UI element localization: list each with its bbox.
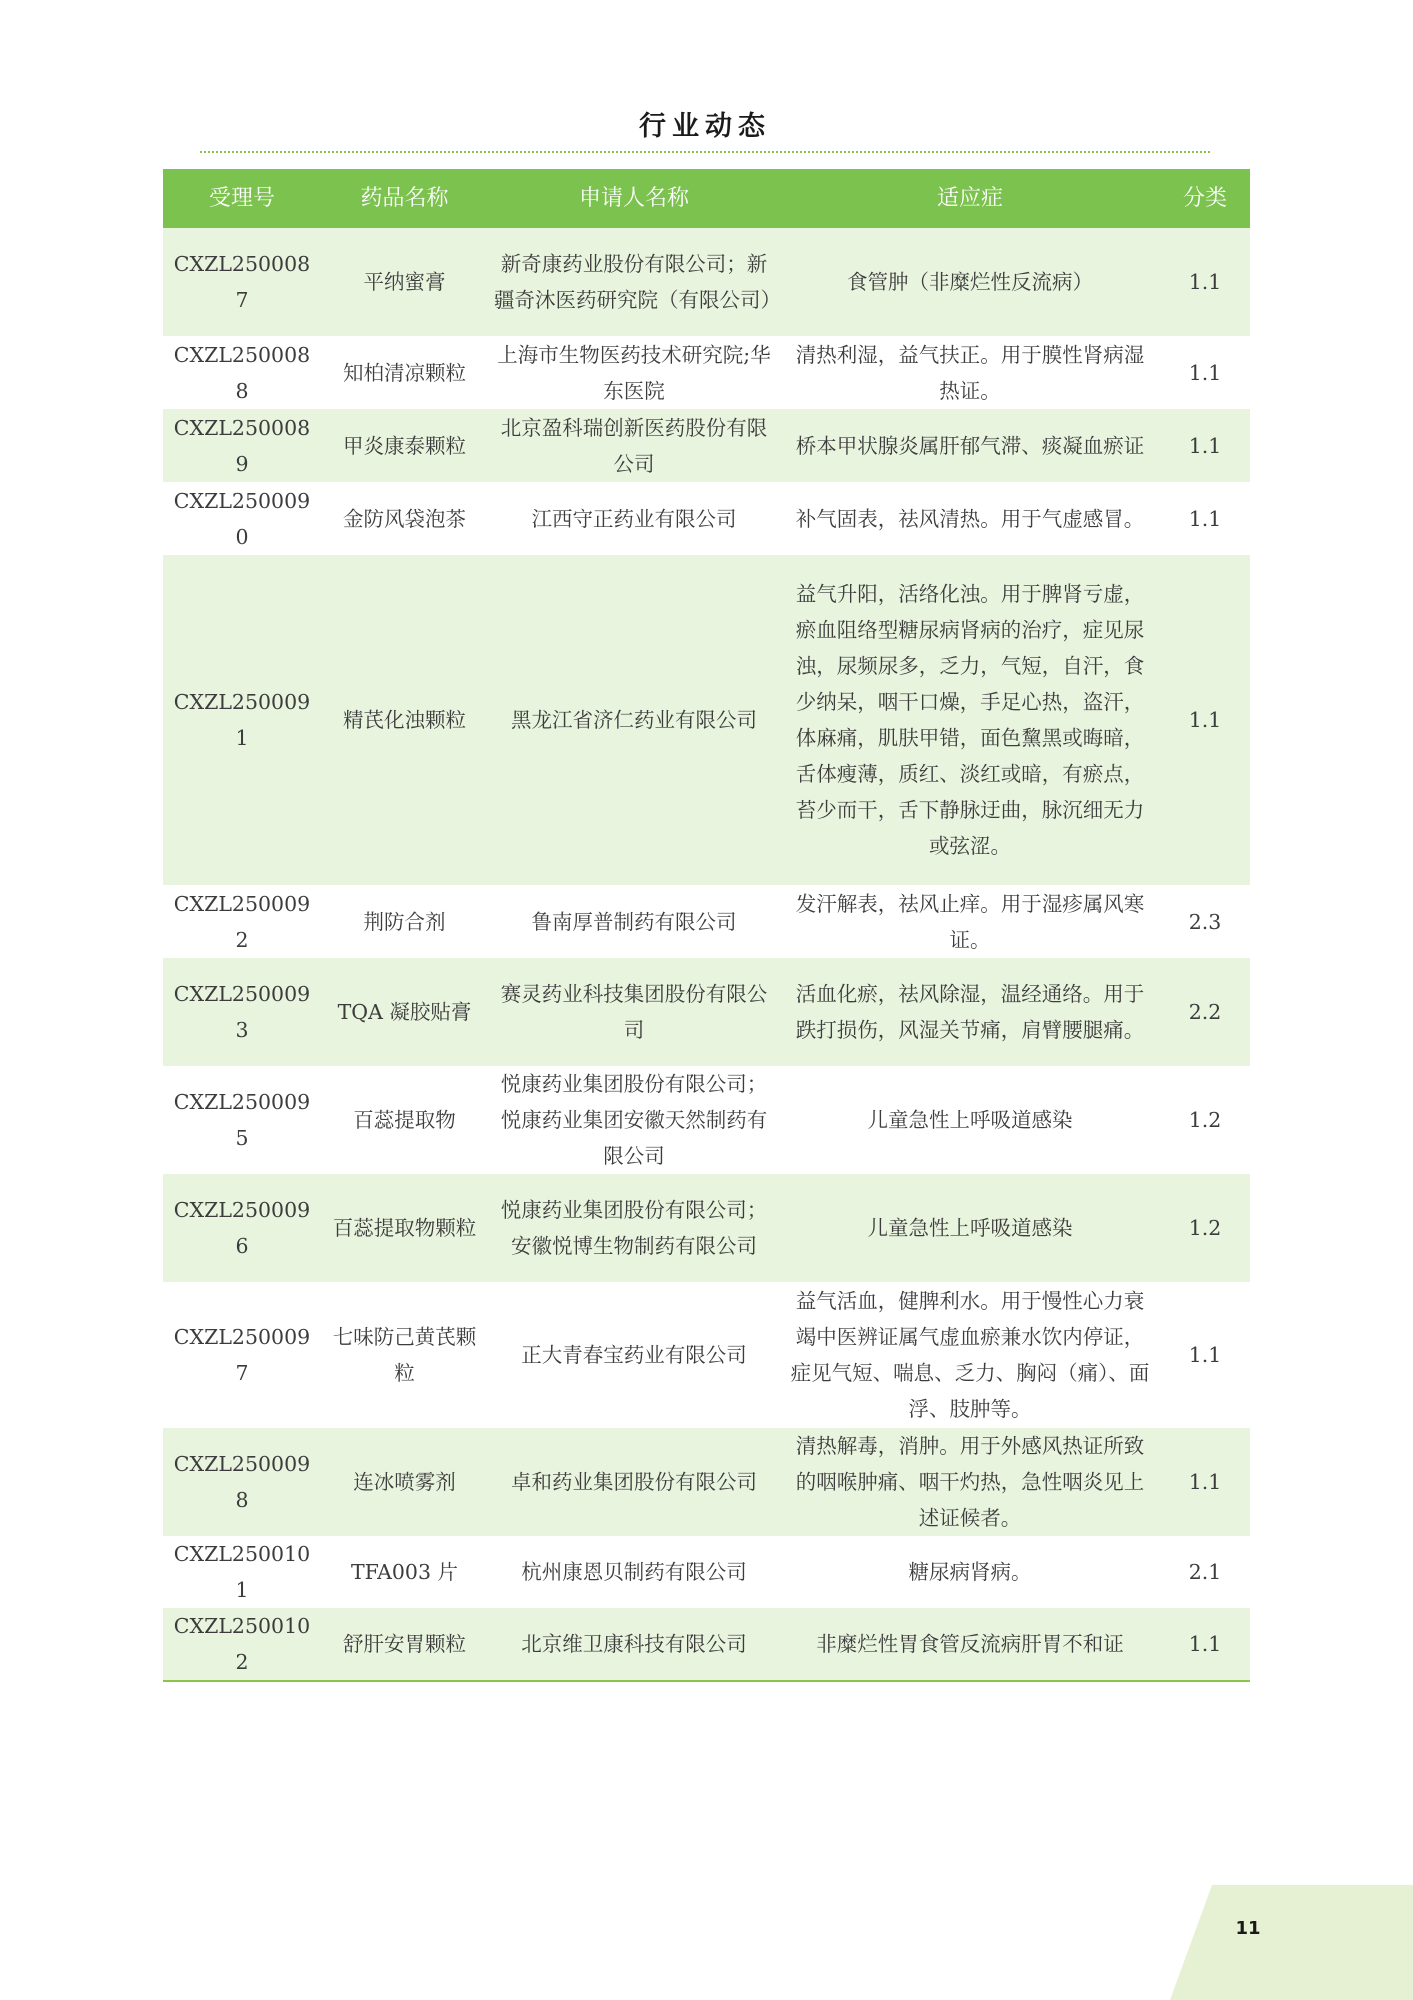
- cell-drug-name: 舒肝安胃颗粒: [321, 1608, 488, 1681]
- cell-applicant: 悦康药业集团股份有限公司；安徽悦博生物制药有限公司: [488, 1174, 780, 1282]
- table-row: [163, 555, 1250, 885]
- cell-drug-name: 平纳蜜膏: [321, 228, 488, 336]
- cell-accept-id: CXZL2500096: [163, 1174, 321, 1282]
- table-row: [163, 1428, 1250, 1536]
- table-row: [163, 1282, 1250, 1428]
- cell-accept-id: CXZL2500101: [163, 1536, 321, 1608]
- column-header-applicant: 申请人名称: [488, 169, 780, 228]
- table-header-row: [163, 169, 1250, 228]
- cell-indication: 活血化瘀，祛风除湿，温经通络。用于跌打损伤，风湿关节痛，肩臂腰腿痛。: [780, 958, 1160, 1066]
- cell-accept-id: CXZL2500092: [163, 885, 321, 958]
- cell-applicant: 正大青春宝药业有限公司: [488, 1282, 780, 1428]
- cell-indication: 儿童急性上呼吸道感染: [780, 1066, 1160, 1174]
- table-row: [163, 482, 1250, 555]
- cell-category: 1.1: [1160, 1608, 1250, 1681]
- cell-category: 2.2: [1160, 958, 1250, 1066]
- cell-applicant: 悦康药业集团股份有限公司；悦康药业集团安徽天然制药有限公司: [488, 1066, 780, 1174]
- page-title: 行业动态: [639, 111, 771, 142]
- table-row: [163, 409, 1250, 482]
- cell-applicant: 新奇康药业股份有限公司；新疆奇沐医药研究院（有限公司）: [488, 228, 780, 336]
- cell-applicant: 黑龙江省济仁药业有限公司: [488, 555, 780, 885]
- cell-drug-name: 连冰喷雾剂: [321, 1428, 488, 1536]
- cell-drug-name: 精芪化浊颗粒: [321, 555, 488, 885]
- cell-accept-id: CXZL2500102: [163, 1608, 321, 1681]
- drug-registration-table: [163, 169, 1250, 1682]
- page-number-tab: [1170, 1885, 1413, 2000]
- page-number: 11: [1235, 1918, 1261, 1939]
- cell-applicant: 杭州康恩贝制药有限公司: [488, 1536, 780, 1608]
- cell-accept-id: CXZL2500095: [163, 1066, 321, 1174]
- column-header-category: 分类: [1160, 169, 1250, 228]
- table-row: [163, 336, 1250, 409]
- cell-category: 1.2: [1160, 1174, 1250, 1282]
- cell-accept-id: CXZL2500093: [163, 958, 321, 1066]
- cell-indication: 清热解毒，消肿。用于外感风热证所致的咽喉肿痛、咽干灼热，急性咽炎见上述证候者。: [780, 1428, 1160, 1536]
- table-row: [163, 228, 1250, 336]
- column-header-indication: 适应症: [780, 169, 1160, 228]
- cell-category: 1.1: [1160, 228, 1250, 336]
- cell-applicant: 北京盈科瑞创新医药股份有限公司: [488, 409, 780, 482]
- header-divider: [200, 151, 1210, 153]
- cell-applicant: 赛灵药业科技集团股份有限公司: [488, 958, 780, 1066]
- table-row: [163, 1608, 1250, 1681]
- table-row: [163, 958, 1250, 1066]
- cell-category: 2.3: [1160, 885, 1250, 958]
- table-row: [163, 1174, 1250, 1282]
- cell-accept-id: CXZL2500097: [163, 1282, 321, 1428]
- cell-indication: 非糜烂性胃食管反流病肝胃不和证: [780, 1608, 1160, 1681]
- column-header-drug-name: 药品名称: [321, 169, 488, 228]
- cell-drug-name: TFA003 片: [321, 1536, 488, 1608]
- cell-drug-name: 金防风袋泡茶: [321, 482, 488, 555]
- cell-applicant: 北京维卫康科技有限公司: [488, 1608, 780, 1681]
- cell-category: 1.1: [1160, 1282, 1250, 1428]
- cell-accept-id: CXZL2500087: [163, 228, 321, 336]
- cell-applicant: 上海市生物医药技术研究院;华东医院: [488, 336, 780, 409]
- column-header-id: 受理号: [163, 169, 321, 228]
- cell-category: 1.1: [1160, 482, 1250, 555]
- cell-category: 1.1: [1160, 336, 1250, 409]
- cell-category: 1.1: [1160, 555, 1250, 885]
- cell-applicant: 鲁南厚普制药有限公司: [488, 885, 780, 958]
- cell-drug-name: 百蕊提取物: [321, 1066, 488, 1174]
- cell-drug-name: 七味防己黄芪颗粒: [321, 1282, 488, 1428]
- table-row: [163, 1536, 1250, 1608]
- cell-indication: 糖尿病肾病。: [780, 1536, 1160, 1608]
- table-row: [163, 885, 1250, 958]
- cell-drug-name: TQA 凝胶贴膏: [321, 958, 488, 1066]
- cell-category: 2.1: [1160, 1536, 1250, 1608]
- cell-indication: 桥本甲状腺炎属肝郁气滞、痰凝血瘀证: [780, 409, 1160, 482]
- cell-accept-id: CXZL2500091: [163, 555, 321, 885]
- cell-indication: 益气活血，健脾利水。用于慢性心力衰竭中医辨证属气虚血瘀兼水饮内停证，症见气短、喘息、乏力、胸闷（痛）、面浮、肢肿等。: [780, 1282, 1160, 1428]
- cell-indication: 清热利湿，益气扶正。用于膜性肾病湿热证。: [780, 336, 1160, 409]
- cell-indication: 儿童急性上呼吸道感染: [780, 1174, 1160, 1282]
- cell-accept-id: CXZL2500090: [163, 482, 321, 555]
- cell-category: 1.2: [1160, 1066, 1250, 1174]
- cell-applicant: 卓和药业集团股份有限公司: [488, 1428, 780, 1536]
- cell-category: 1.1: [1160, 1428, 1250, 1536]
- cell-accept-id: CXZL2500098: [163, 1428, 321, 1536]
- cell-drug-name: 知柏清凉颗粒: [321, 336, 488, 409]
- cell-category: 1.1: [1160, 409, 1250, 482]
- cell-indication: 补气固表，祛风清热。用于气虚感冒。: [780, 482, 1160, 555]
- cell-indication: 发汗解表，祛风止痒。用于湿疹属风寒证。: [780, 885, 1160, 958]
- cell-accept-id: CXZL2500089: [163, 409, 321, 482]
- cell-indication: 食管肿（非糜烂性反流病）: [780, 228, 1160, 336]
- cell-drug-name: 甲炎康泰颗粒: [321, 409, 488, 482]
- table-row: [163, 1066, 1250, 1174]
- cell-drug-name: 荆防合剂: [321, 885, 488, 958]
- cell-drug-name: 百蕊提取物颗粒: [321, 1174, 488, 1282]
- cell-accept-id: CXZL2500088: [163, 336, 321, 409]
- cell-indication: 益气升阳，活络化浊。用于脾肾亏虚，瘀血阻络型糖尿病肾病的治疗，症见尿浊，尿频尿多，乏力，气短，自汗，食少纳呆，咽干口燥，手足心热，盗汗，体麻痛，肌肤甲错，面色黧黑或晦暗，舌体瘦薄，质红、淡红或暗，有瘀点，苔少而干，舌下静脉迂曲，脉沉细无力或弦涩。: [780, 555, 1160, 885]
- cell-applicant: 江西守正药业有限公司: [488, 482, 780, 555]
